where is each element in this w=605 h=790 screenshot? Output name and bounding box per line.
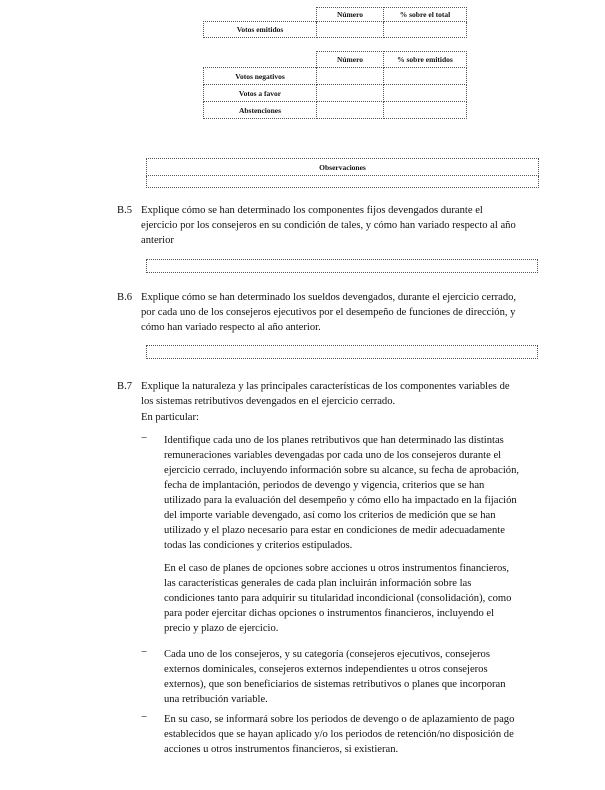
empty-corner [204, 52, 317, 68]
text-line: ejercicio cerrado, incluyendo información sobre su alcance, su fecha de aprobación, [164, 465, 520, 476]
row-label-votos-emitidos: Votos emitidos [204, 22, 317, 38]
text-line: En el caso de planes de opciones sobre acciones u otros instrumentos financieros, [164, 563, 510, 574]
section-b6-text [141, 290, 539, 335]
observaciones-field[interactable] [147, 176, 539, 188]
bullet-dash: − [141, 432, 148, 444]
text-line: externos dominicales, consejeros externos independientes u otros consejeros [164, 664, 488, 675]
text-line: Cada uno de los consejeros, y su categoría (consejeros ejecutivos, consejeros [164, 649, 490, 660]
cell-pct-votos-emitidos[interactable] [384, 22, 467, 38]
bullet-1-text [164, 433, 538, 553]
observaciones-table [146, 158, 539, 188]
bullet-dash: − [141, 646, 148, 658]
en-particular-label: En particular: [141, 412, 199, 423]
row-label-votos-negativos: Votos negativos [204, 68, 317, 85]
text-line: externos), que son beneficiarios de sistemas retributivos o planes que incorporan [164, 679, 506, 690]
bullet-dash: − [141, 711, 148, 723]
text-line: las características generales de cada plan incluirán información sobre las [164, 578, 472, 589]
text-line: establecidos que se hayan aplicado y/o los periodos de retención/no disposición de [164, 729, 514, 740]
bullet-1-extra-text [164, 561, 538, 636]
header-numero: Número [317, 52, 384, 68]
text-line: los sistemas retributivos devengados en el ejercicio cerrado. [141, 396, 396, 407]
cell-pct-votos-a-favor[interactable] [384, 85, 467, 102]
text-line: una retribución variable. [164, 694, 268, 705]
text-line: del importe variable devengado, así como los criterios de medición que se han [164, 510, 496, 521]
text-line: cómo han variado respecto al año anterior. [141, 322, 321, 333]
votos-emitidos-table [203, 7, 467, 38]
b6-answer-field[interactable] [146, 345, 538, 359]
cell-numero-votos-a-favor[interactable] [317, 85, 384, 102]
text-line: Explique la naturaleza y las principales características de los componentes variables de [141, 381, 510, 392]
text-line: precio y plazo de ejercicio. [164, 623, 279, 634]
section-b7-text [141, 379, 539, 409]
row-label-abstenciones: Abstenciones [204, 102, 317, 119]
bullet-2-text [164, 647, 538, 707]
text-line: anterior [141, 235, 174, 246]
cell-pct-votos-negativos[interactable] [384, 68, 467, 85]
header-pct-total: % sobre el total [384, 8, 467, 22]
empty-corner [204, 8, 317, 22]
text-line: por cada uno de los consejeros ejecutivos por el desempeño de funciones de dirección, y [141, 307, 516, 318]
b5-answer-field[interactable] [146, 259, 538, 273]
text-line: todas las condiciones y criterios estipulados. [164, 540, 353, 551]
bullet-3-text [164, 712, 538, 757]
votos-detalle-table [203, 51, 467, 119]
text-line: En su caso, se informará sobre los periodos de devengo o de aplazamiento de pago [164, 714, 515, 725]
section-number-b7: B.7 [117, 381, 133, 392]
section-number-b5: B.5 [117, 205, 133, 216]
text-line: ejercicio por los consejeros en su condición de tales, y cómo han variado respecto al año [141, 220, 516, 231]
text-line: fecha de implantación, periodos de devengo y vigencia, criterios que se han [164, 480, 485, 491]
cell-numero-votos-emitidos[interactable] [317, 22, 384, 38]
text-line: utilizado y el plazo necesario para estar en condiciones de medir adecuadamente [164, 525, 505, 536]
section-number-b6: B.6 [117, 292, 133, 303]
text-line: remuneraciones variables devengadas por cada uno de los consejeros durante el [164, 450, 502, 461]
section-b5-text [141, 203, 539, 248]
header-numero: Número [317, 8, 384, 22]
text-line: Explique cómo se han determinado los sueldos devengados, durante el ejercicio cerrado, [141, 292, 517, 303]
text-line: condiciones tanto para adquirir su titularidad incondicional (consolidación), como [164, 593, 512, 604]
observaciones-header: Observaciones [147, 159, 539, 176]
header-pct-emitidos: % sobre emitidos [384, 52, 467, 68]
cell-numero-abstenciones[interactable] [317, 102, 384, 119]
text-line: Identifique cada uno de los planes retributivos que han determinado las distintas [164, 435, 504, 446]
cell-numero-votos-negativos[interactable] [317, 68, 384, 85]
text-line: utilizado para la evaluación del desempeño y cómo ello ha impactado en la fijación [164, 495, 517, 506]
cell-pct-abstenciones[interactable] [384, 102, 467, 119]
text-line: acciones u otros instrumentos financieros, si existieran. [164, 744, 399, 755]
row-label-votos-a-favor: Votos a favor [204, 85, 317, 102]
text-line: Explique cómo se han determinado los componentes fijos devengados durante el [141, 205, 483, 216]
text-line: para poder ejercitar dichas opciones o instrumentos financieros, incluyendo el [164, 608, 495, 619]
